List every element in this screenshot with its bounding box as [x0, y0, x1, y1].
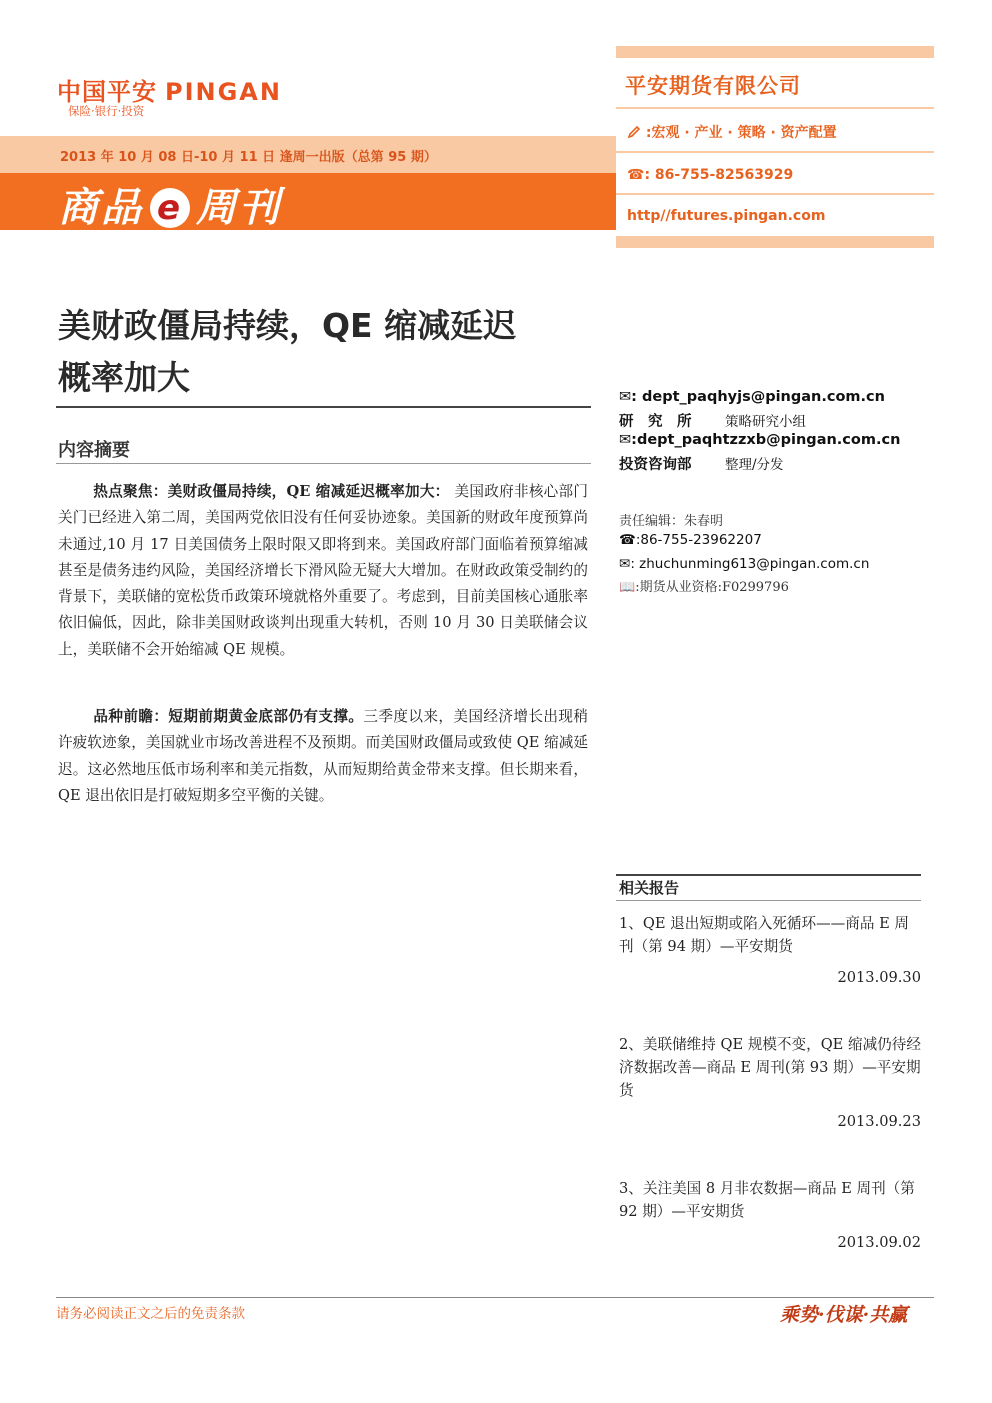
related-report-item[interactable]: 2、美联储维持 QE 规模不变，QE 缩减仍待经济数据改善—商品 E 周刊(第 93 期）—平安期货 — [619, 1036, 921, 1099]
editor-phone-row: ☎:86-755-23962207 — [619, 532, 762, 548]
article-title — [58, 300, 598, 404]
company-phone-row — [627, 167, 793, 183]
title-rule — [56, 406, 591, 408]
company-box-divider — [616, 193, 934, 195]
editor-email-row[interactable]: ✉: zhuchunming613@pingan.com.cn — [619, 556, 870, 572]
paragraph-hot-topic-body: 美国政府非核心部门关门已经进入第二周，美国两党依旧没有任何妥协迹象。美国新的财政年度预算尚未通过,10 月 17 日美国债务上限时限又即将到来。美国政府部门面临着预算缩减甚至是债务违约风险，美国经济增长下滑风险无疑大大增加。在财政政策受制约的背景下，美联储的宽松货币政策环境就格外重要了。考虑到，目前美国核心通胀率依旧偏低，因此，除非美国财政谈判出现重大转机，否则 10 月 30 日美联储会议上，美联储不会开始缩减 QE 规模。 — [58, 483, 589, 658]
magazine-title — [58, 176, 282, 233]
logo-en: PINGAN — [165, 78, 282, 106]
footer-disclaimer[interactable]: 请务必阅读正文之后的免责条款 — [56, 1306, 245, 1322]
related-bottom-rule — [616, 900, 921, 901]
magazine-title-right: 周刊 — [196, 185, 282, 231]
mail-icon: ✉ — [619, 556, 631, 572]
paragraph-hot-topic-lead: 热点聚焦：美财政僵局持续，QE 缩减延迟概率加大： — [93, 483, 450, 500]
footer-motto: 乘势·伐谋·共赢 — [780, 1304, 908, 1326]
mail-icon: ✉ — [619, 389, 632, 405]
dept-research-row — [619, 410, 806, 431]
company-box-bottom — [616, 236, 934, 248]
dept-advisory-label: 投资咨询部 — [619, 457, 692, 473]
related-top-rule — [616, 874, 921, 876]
dept-email-advisory[interactable]: ✉:dept_paqhtzzxb@pingan.com.cn — [619, 432, 901, 448]
related-report-date: 2013.09.02 — [837, 1234, 921, 1251]
company-box-divider — [616, 151, 934, 153]
editor-license-row: 📖:期货从业资格:F0299796 — [619, 580, 789, 595]
paragraph-outlook-lead: 品种前瞻：短期前期黄金底部仍有支撑。 — [93, 708, 364, 725]
article-title-line2: 概率加大 — [58, 358, 190, 397]
paragraph-outlook — [58, 704, 588, 809]
abstract-rule — [56, 463, 591, 464]
company-slogan-row — [627, 122, 837, 142]
pen-icon — [627, 125, 646, 141]
phone-icon: ☎ — [619, 532, 636, 548]
editor-name: 责任编辑：朱春明 — [619, 514, 724, 529]
phone-icon: ☎ — [627, 167, 645, 183]
related-heading: 相关报告 — [619, 879, 680, 897]
company-website[interactable]: http//futures.pingan.com — [627, 208, 826, 224]
related-report-date: 2013.09.30 — [837, 969, 921, 986]
logo-cn: 中国平安 — [57, 78, 157, 106]
logo-tagline: 保险·银行·投资 — [68, 104, 145, 118]
magazine-e-logo: e — [150, 188, 190, 228]
dept-research-label: 研 究 所 — [619, 414, 692, 430]
magazine-title-left: 商品 — [58, 185, 144, 231]
issue-line: 2013 年 10 月 08 日-10 月 11 日 逢周一出版（总第 95 期） — [60, 150, 437, 165]
dept-advisory-row — [619, 453, 784, 474]
related-report-item[interactable]: 3、关注美国 8 月非农数据—商品 E 周刊（第 92 期）—平安期货 — [619, 1180, 915, 1220]
related-report-item[interactable]: 1、QE 退出短期或陷入死循环——商品 E 周刊（第 94 期）—平安期货 — [619, 915, 909, 955]
dept-advisory-value: 整理/分发 — [725, 457, 784, 473]
book-icon: 📖 — [619, 580, 636, 595]
paragraph-outlook-body: 三季度以来，美国经济增长出现稍许疲软迹象，美国就业市场改善进程不及预期。而美国财政僵局或致使 QE 缩减延迟。这必然地压低市场利率和美元指数，从而短期给黄金带来支撑。但长期来看，QE 退出依旧是打破短期多空平衡的关键。 — [58, 708, 588, 804]
pingan-logo — [57, 72, 282, 107]
paragraph-hot-topic — [58, 479, 588, 663]
dept-research-value: 策略研究小组 — [725, 414, 806, 430]
mail-icon: ✉ — [619, 432, 632, 448]
company-box-top — [616, 46, 934, 58]
company-phone: : 86-755-82563929 — [644, 167, 794, 183]
dept-email-research[interactable]: ✉: dept_paqhyjs@pingan.com.cn — [619, 389, 885, 405]
article-title-line1: 美财政僵局持续，QE 缩减延迟 — [58, 306, 517, 345]
abstract-heading: 内容摘要 — [58, 440, 130, 461]
related-report-date: 2013.09.23 — [837, 1113, 921, 1130]
company-box-divider — [616, 107, 934, 109]
company-name: 平安期货有限公司 — [625, 73, 801, 98]
company-slogan: :宏观 · 产业 · 策略 · 资产配置 — [645, 125, 837, 141]
footer-rule — [56, 1297, 934, 1298]
